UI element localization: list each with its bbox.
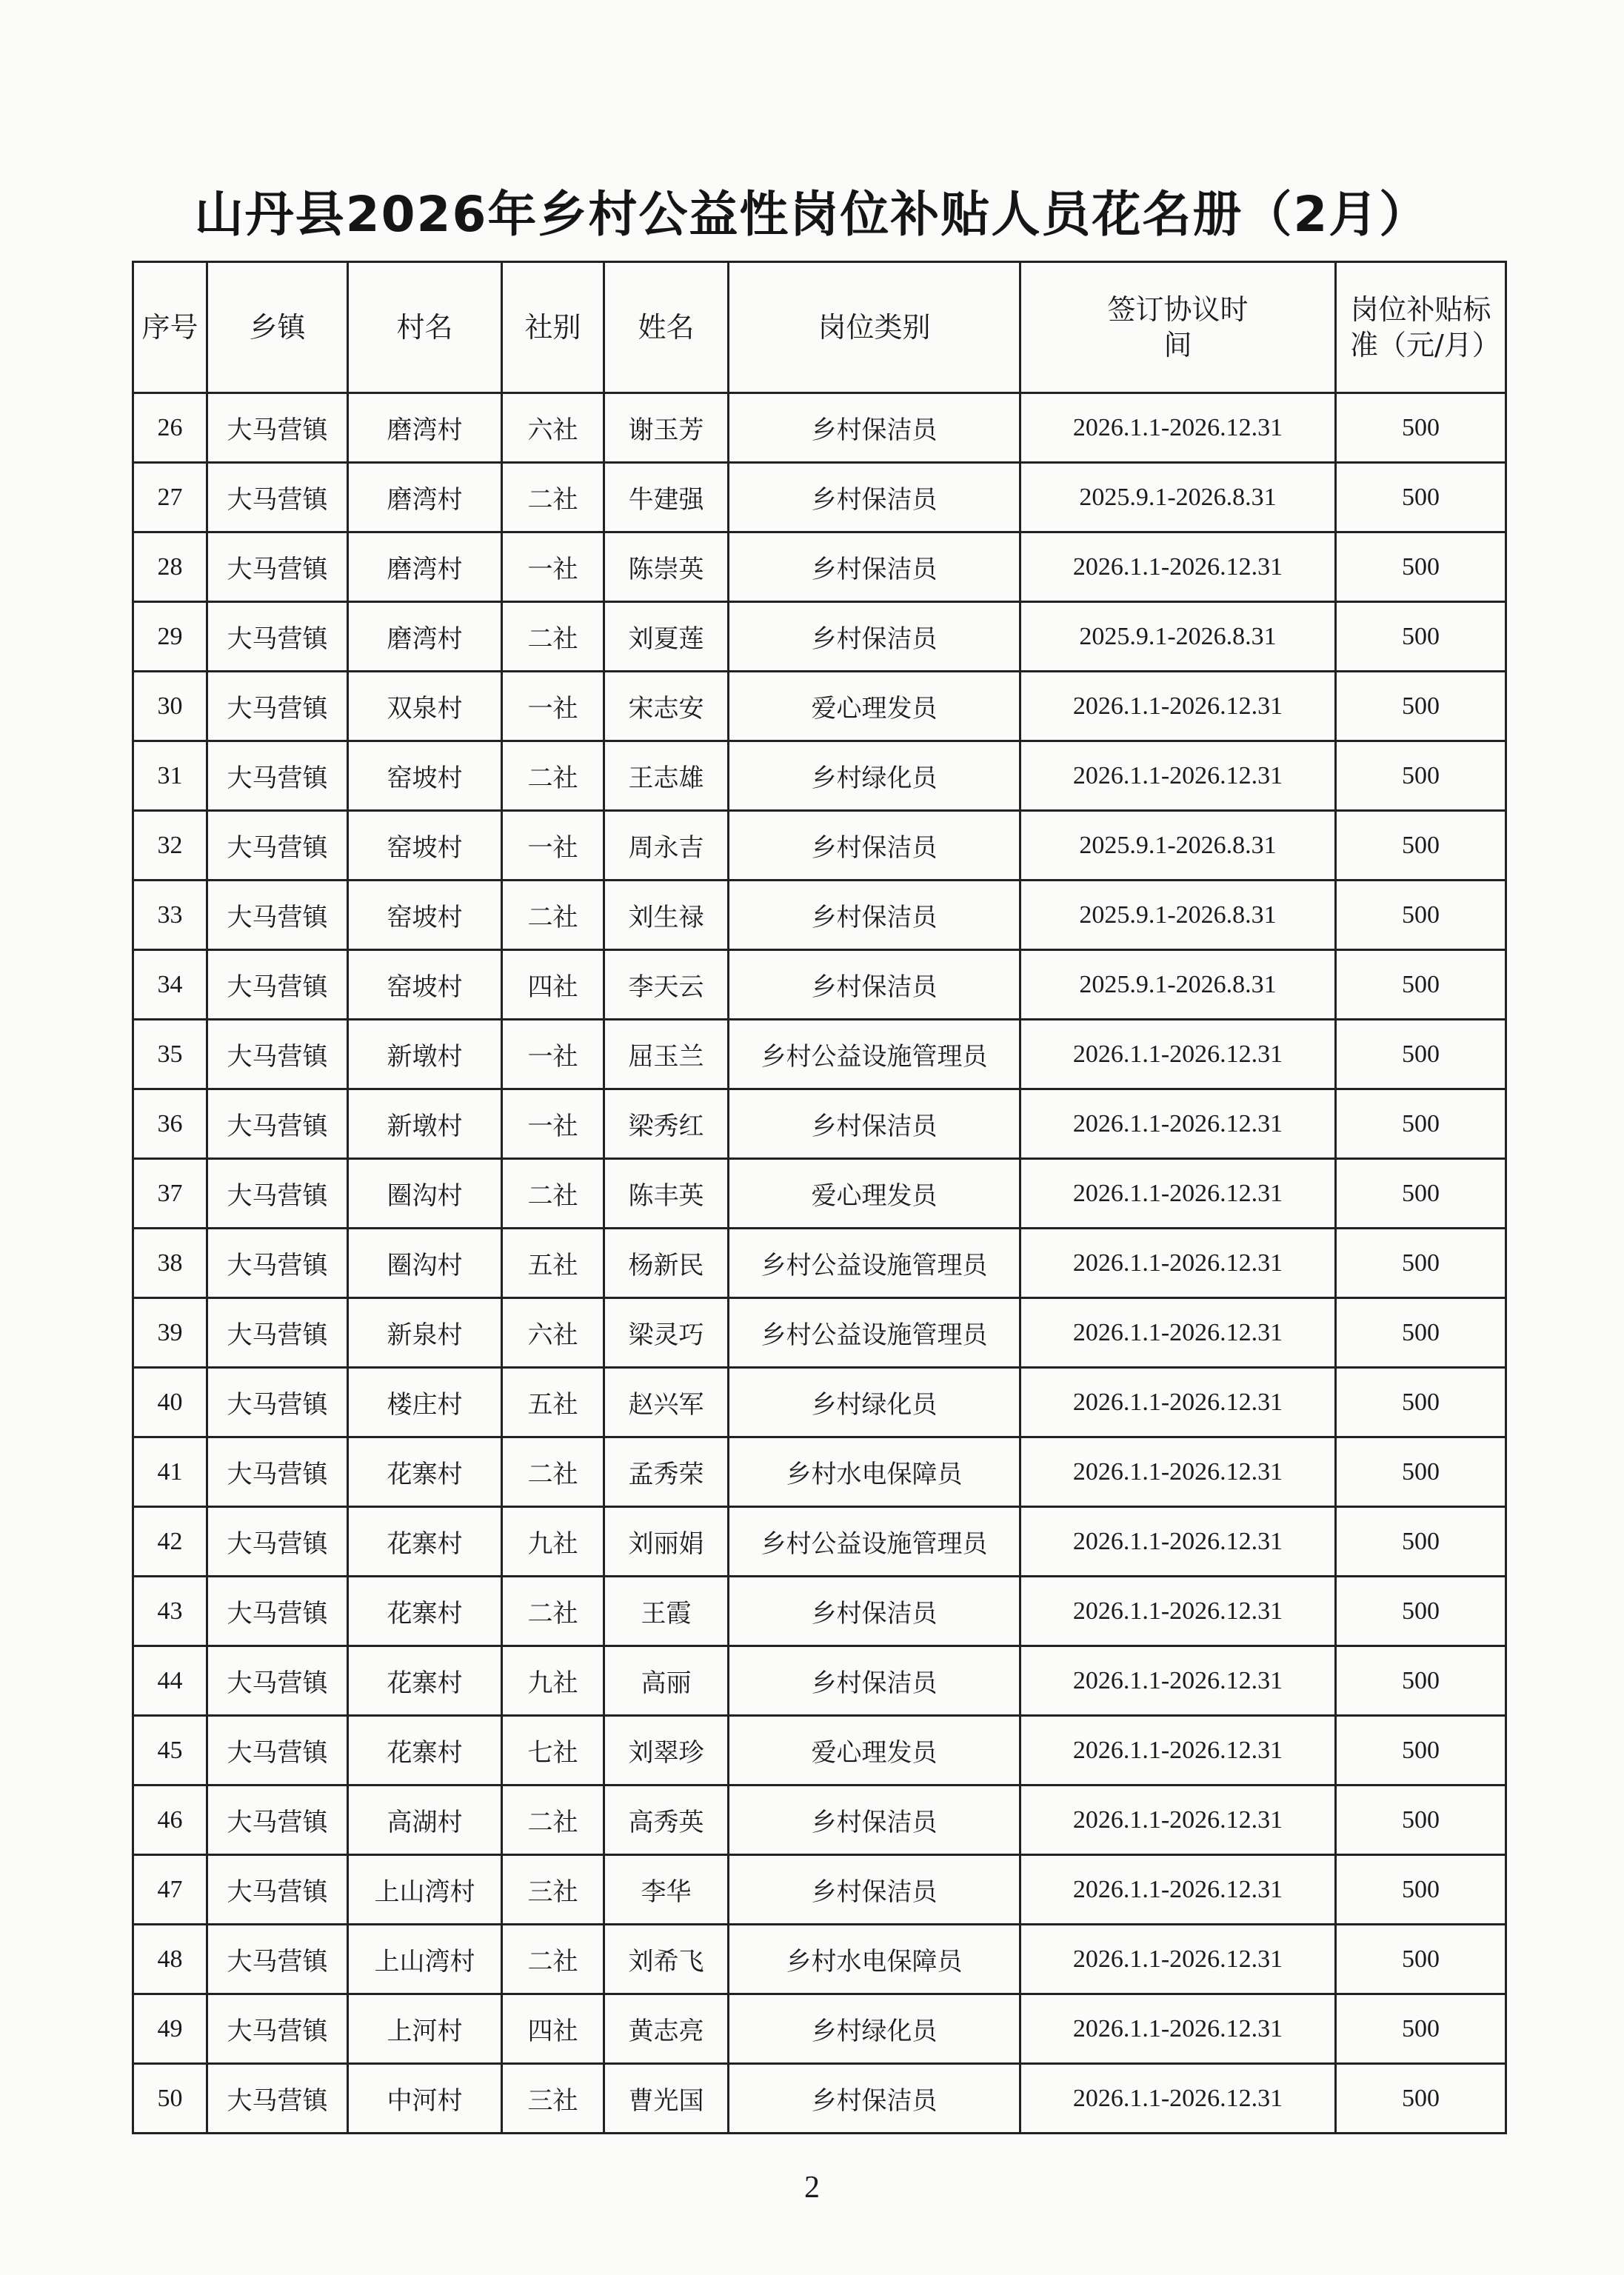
seq-cell: 38 (133, 1229, 207, 1298)
seq-cell: 32 (133, 811, 207, 881)
town-cell: 大马营镇 (207, 672, 348, 741)
period-cell: 2026.1.1-2026.12.31 (1020, 1159, 1336, 1229)
village-cell: 上河村 (348, 1994, 502, 2064)
group-cell: 七社 (502, 1716, 604, 1785)
subsidy-cell: 500 (1336, 811, 1506, 881)
name-cell: 高秀英 (604, 1785, 729, 1855)
group-cell: 二社 (502, 463, 604, 532)
town-cell: 大马营镇 (207, 463, 348, 532)
post-cell: 乡村保洁员 (729, 811, 1020, 881)
seq-cell: 39 (133, 1298, 207, 1368)
post-cell: 乡村保洁员 (729, 2064, 1020, 2134)
table-row (133, 1437, 1506, 1507)
period-cell: 2025.9.1-2026.8.31 (1020, 463, 1336, 532)
name-cell: 王霞 (604, 1577, 729, 1646)
subsidy-cell: 500 (1336, 1020, 1506, 1089)
period-cell: 2025.9.1-2026.8.31 (1020, 881, 1336, 950)
header-group: 社别 (502, 262, 604, 393)
village-cell: 窑坡村 (348, 881, 502, 950)
seq-cell: 26 (133, 393, 207, 463)
seq-cell: 33 (133, 881, 207, 950)
period-cell: 2025.9.1-2026.8.31 (1020, 950, 1336, 1020)
seq-cell: 40 (133, 1368, 207, 1437)
name-cell: 孟秀荣 (604, 1437, 729, 1507)
town-cell: 大马营镇 (207, 811, 348, 881)
post-cell: 乡村公益设施管理员 (729, 1229, 1020, 1298)
group-cell: 二社 (502, 602, 604, 672)
subsidy-cell: 500 (1336, 1994, 1506, 2064)
table-row (133, 1646, 1506, 1716)
period-cell: 2026.1.1-2026.12.31 (1020, 672, 1336, 741)
seq-cell: 35 (133, 1020, 207, 1089)
seq-cell: 50 (133, 2064, 207, 2134)
period-cell: 2026.1.1-2026.12.31 (1020, 1437, 1336, 1507)
post-cell: 乡村保洁员 (729, 463, 1020, 532)
post-cell: 乡村保洁员 (729, 532, 1020, 602)
post-cell: 乡村保洁员 (729, 1646, 1020, 1716)
town-cell: 大马营镇 (207, 532, 348, 602)
table-row (133, 602, 1506, 672)
village-cell: 花寨村 (348, 1577, 502, 1646)
town-cell: 大马营镇 (207, 1020, 348, 1089)
table-row (133, 1577, 1506, 1646)
name-cell: 杨新民 (604, 1229, 729, 1298)
group-cell: 一社 (502, 1089, 604, 1159)
village-cell: 磨湾村 (348, 463, 502, 532)
period-cell: 2026.1.1-2026.12.31 (1020, 1089, 1336, 1159)
seq-cell: 41 (133, 1437, 207, 1507)
period-cell: 2026.1.1-2026.12.31 (1020, 1229, 1336, 1298)
post-cell: 乡村公益设施管理员 (729, 1298, 1020, 1368)
town-cell: 大马营镇 (207, 1298, 348, 1368)
page-number: 2 (804, 2171, 820, 2205)
name-cell: 刘丽娟 (604, 1507, 729, 1577)
name-cell: 牛建强 (604, 463, 729, 532)
seq-cell: 28 (133, 532, 207, 602)
town-cell: 大马营镇 (207, 1089, 348, 1159)
post-cell: 乡村保洁员 (729, 881, 1020, 950)
seq-cell: 30 (133, 672, 207, 741)
name-cell: 刘希飞 (604, 1925, 729, 1994)
name-cell: 赵兴军 (604, 1368, 729, 1437)
village-cell: 新墩村 (348, 1089, 502, 1159)
town-cell: 大马营镇 (207, 1855, 348, 1925)
table-row (133, 1994, 1506, 2064)
table-row (133, 532, 1506, 602)
town-cell: 大马营镇 (207, 1785, 348, 1855)
town-cell: 大马营镇 (207, 1646, 348, 1716)
subsidy-cell: 500 (1336, 1925, 1506, 1994)
table-row (133, 1855, 1506, 1925)
town-cell: 大马营镇 (207, 950, 348, 1020)
period-cell: 2025.9.1-2026.8.31 (1020, 602, 1336, 672)
village-cell: 磨湾村 (348, 393, 502, 463)
post-cell: 乡村绿化员 (729, 1368, 1020, 1437)
subsidy-cell: 500 (1336, 1507, 1506, 1577)
post-cell: 乡村保洁员 (729, 1089, 1020, 1159)
name-cell: 李华 (604, 1855, 729, 1925)
table-row (133, 741, 1506, 811)
seq-cell: 45 (133, 1716, 207, 1785)
subsidy-cell: 500 (1336, 1855, 1506, 1925)
post-cell: 乡村公益设施管理员 (729, 1020, 1020, 1089)
group-cell: 二社 (502, 1159, 604, 1229)
name-cell: 谢玉芳 (604, 393, 729, 463)
header-village: 村名 (348, 262, 502, 393)
group-cell: 四社 (502, 1994, 604, 2064)
name-cell: 刘翠珍 (604, 1716, 729, 1785)
period-cell: 2026.1.1-2026.12.31 (1020, 1855, 1336, 1925)
period-cell: 2026.1.1-2026.12.31 (1020, 1368, 1336, 1437)
seq-cell: 31 (133, 741, 207, 811)
subsidy-cell: 500 (1336, 741, 1506, 811)
village-cell: 花寨村 (348, 1437, 502, 1507)
seq-cell: 37 (133, 1159, 207, 1229)
seq-cell: 48 (133, 1925, 207, 1994)
table-row (133, 1925, 1506, 1994)
town-cell: 大马营镇 (207, 1925, 348, 1994)
village-cell: 花寨村 (348, 1646, 502, 1716)
village-cell: 磨湾村 (348, 532, 502, 602)
village-cell: 楼庄村 (348, 1368, 502, 1437)
post-cell: 乡村保洁员 (729, 1785, 1020, 1855)
document-title: 山丹县2026年乡村公益性岗位补贴人员花名册（2月） (194, 186, 1430, 243)
subsidy-cell: 500 (1336, 881, 1506, 950)
post-cell: 乡村公益设施管理员 (729, 1507, 1020, 1577)
table-row (133, 1507, 1506, 1577)
village-cell: 高湖村 (348, 1785, 502, 1855)
post-cell: 乡村绿化员 (729, 741, 1020, 811)
village-cell: 花寨村 (348, 1716, 502, 1785)
seq-cell: 47 (133, 1855, 207, 1925)
town-cell: 大马营镇 (207, 881, 348, 950)
post-cell: 爱心理发员 (729, 1716, 1020, 1785)
subsidy-cell: 500 (1336, 532, 1506, 602)
village-cell: 花寨村 (348, 1507, 502, 1577)
seq-cell: 29 (133, 602, 207, 672)
period-cell: 2025.9.1-2026.8.31 (1020, 811, 1336, 881)
town-cell: 大马营镇 (207, 1716, 348, 1785)
period-cell: 2026.1.1-2026.12.31 (1020, 1298, 1336, 1368)
name-cell: 刘生禄 (604, 881, 729, 950)
name-cell: 宋志安 (604, 672, 729, 741)
subsidy-cell: 500 (1336, 602, 1506, 672)
subsidy-cell: 500 (1336, 1368, 1506, 1437)
name-cell: 王志雄 (604, 741, 729, 811)
period-cell: 2026.1.1-2026.12.31 (1020, 1716, 1336, 1785)
roster-body (133, 393, 1506, 2134)
group-cell: 四社 (502, 950, 604, 1020)
seq-cell: 43 (133, 1577, 207, 1646)
town-cell: 大马营镇 (207, 1507, 348, 1577)
name-cell: 曹光国 (604, 2064, 729, 2134)
subsidy-cell: 500 (1336, 1229, 1506, 1298)
town-cell: 大马营镇 (207, 1994, 348, 2064)
subsidy-cell: 500 (1336, 950, 1506, 1020)
village-cell: 磨湾村 (348, 602, 502, 672)
post-cell: 乡村水电保障员 (729, 1925, 1020, 1994)
subsidy-cell: 500 (1336, 2064, 1506, 2134)
town-cell: 大马营镇 (207, 393, 348, 463)
subsidy-cell: 500 (1336, 1646, 1506, 1716)
period-cell: 2026.1.1-2026.12.31 (1020, 1994, 1336, 2064)
header-seq: 序号 (133, 262, 207, 393)
subsidy-cell: 500 (1336, 1298, 1506, 1368)
period-cell: 2026.1.1-2026.12.31 (1020, 1577, 1336, 1646)
post-cell: 乡村保洁员 (729, 1577, 1020, 1646)
group-cell: 二社 (502, 1925, 604, 1994)
table-row (133, 1716, 1506, 1785)
seq-cell: 27 (133, 463, 207, 532)
town-cell: 大马营镇 (207, 2064, 348, 2134)
village-cell: 圈沟村 (348, 1229, 502, 1298)
table-row (133, 1089, 1506, 1159)
village-cell: 双泉村 (348, 672, 502, 741)
table-row (133, 811, 1506, 881)
period-cell: 2026.1.1-2026.12.31 (1020, 2064, 1336, 2134)
seq-cell: 46 (133, 1785, 207, 1855)
group-cell: 六社 (502, 393, 604, 463)
subsidy-cell: 500 (1336, 1785, 1506, 1855)
subsidy-cell: 500 (1336, 1159, 1506, 1229)
period-cell: 2026.1.1-2026.12.31 (1020, 741, 1336, 811)
group-cell: 六社 (502, 1298, 604, 1368)
name-cell: 黄志亮 (604, 1994, 729, 2064)
group-cell: 九社 (502, 1646, 604, 1716)
village-cell: 新墩村 (348, 1020, 502, 1089)
post-cell: 乡村保洁员 (729, 393, 1020, 463)
table-row (133, 1159, 1506, 1229)
period-cell: 2026.1.1-2026.12.31 (1020, 1646, 1336, 1716)
name-cell: 周永吉 (604, 811, 729, 881)
post-cell: 爱心理发员 (729, 672, 1020, 741)
town-cell: 大马营镇 (207, 1368, 348, 1437)
table-row (133, 393, 1506, 463)
name-cell: 陈丰英 (604, 1159, 729, 1229)
table-row (133, 672, 1506, 741)
table-row (133, 463, 1506, 532)
town-cell: 大马营镇 (207, 1577, 348, 1646)
table-row (133, 1298, 1506, 1368)
header-period: 签订协议时间 (1020, 262, 1336, 393)
table-row (133, 1368, 1506, 1437)
group-cell: 二社 (502, 1577, 604, 1646)
post-cell: 乡村保洁员 (729, 950, 1020, 1020)
post-cell: 乡村绿化员 (729, 1994, 1020, 2064)
name-cell: 陈崇英 (604, 532, 729, 602)
period-cell: 2026.1.1-2026.12.31 (1020, 1020, 1336, 1089)
subsidy-cell: 500 (1336, 1089, 1506, 1159)
subsidy-cell: 500 (1336, 672, 1506, 741)
name-cell: 梁秀红 (604, 1089, 729, 1159)
post-cell: 乡村保洁员 (729, 602, 1020, 672)
period-cell: 2026.1.1-2026.12.31 (1020, 393, 1336, 463)
table-row (133, 1229, 1506, 1298)
table-row (133, 950, 1506, 1020)
table-row (133, 2064, 1506, 2134)
village-cell: 窑坡村 (348, 950, 502, 1020)
seq-cell: 34 (133, 950, 207, 1020)
group-cell: 三社 (502, 1855, 604, 1925)
name-cell: 高丽 (604, 1646, 729, 1716)
group-cell: 三社 (502, 2064, 604, 2134)
post-cell: 乡村保洁员 (729, 1855, 1020, 1925)
group-cell: 一社 (502, 532, 604, 602)
table-row (133, 881, 1506, 950)
header-town: 乡镇 (207, 262, 348, 393)
name-cell: 刘夏莲 (604, 602, 729, 672)
village-cell: 中河村 (348, 2064, 502, 2134)
town-cell: 大马营镇 (207, 741, 348, 811)
village-cell: 新泉村 (348, 1298, 502, 1368)
town-cell: 大马营镇 (207, 1159, 348, 1229)
group-cell: 二社 (502, 741, 604, 811)
header-subsidy: 岗位补贴标准（元/月） (1336, 262, 1506, 393)
period-cell: 2026.1.1-2026.12.31 (1020, 1925, 1336, 1994)
group-cell: 二社 (502, 881, 604, 950)
group-cell: 一社 (502, 811, 604, 881)
subsidy-cell: 500 (1336, 393, 1506, 463)
post-cell: 乡村水电保障员 (729, 1437, 1020, 1507)
group-cell: 一社 (502, 1020, 604, 1089)
name-cell: 李天云 (604, 950, 729, 1020)
seq-cell: 49 (133, 1994, 207, 2064)
header-post: 岗位类别 (729, 262, 1020, 393)
seq-cell: 42 (133, 1507, 207, 1577)
group-cell: 五社 (502, 1368, 604, 1437)
seq-cell: 44 (133, 1646, 207, 1716)
table-row (133, 1785, 1506, 1855)
group-cell: 一社 (502, 672, 604, 741)
period-cell: 2026.1.1-2026.12.31 (1020, 532, 1336, 602)
village-cell: 圈沟村 (348, 1159, 502, 1229)
group-cell: 二社 (502, 1437, 604, 1507)
village-cell: 窑坡村 (348, 741, 502, 811)
village-cell: 上山湾村 (348, 1925, 502, 1994)
table-row (133, 1020, 1506, 1089)
header-row (133, 262, 1506, 393)
seq-cell: 36 (133, 1089, 207, 1159)
subsidy-cell: 500 (1336, 1577, 1506, 1646)
subsidy-cell: 500 (1336, 463, 1506, 532)
post-cell: 爱心理发员 (729, 1159, 1020, 1229)
period-cell: 2026.1.1-2026.12.31 (1020, 1785, 1336, 1855)
group-cell: 二社 (502, 1785, 604, 1855)
period-cell: 2026.1.1-2026.12.31 (1020, 1507, 1336, 1577)
village-cell: 上山湾村 (348, 1855, 502, 1925)
roster-table (132, 261, 1507, 2134)
subsidy-cell: 500 (1336, 1437, 1506, 1507)
subsidy-cell: 500 (1336, 1716, 1506, 1785)
name-cell: 屈玉兰 (604, 1020, 729, 1089)
town-cell: 大马营镇 (207, 602, 348, 672)
group-cell: 九社 (502, 1507, 604, 1577)
village-cell: 窑坡村 (348, 811, 502, 881)
town-cell: 大马营镇 (207, 1437, 348, 1507)
group-cell: 五社 (502, 1229, 604, 1298)
header-name: 姓名 (604, 262, 729, 393)
name-cell: 梁灵巧 (604, 1298, 729, 1368)
town-cell: 大马营镇 (207, 1229, 348, 1298)
